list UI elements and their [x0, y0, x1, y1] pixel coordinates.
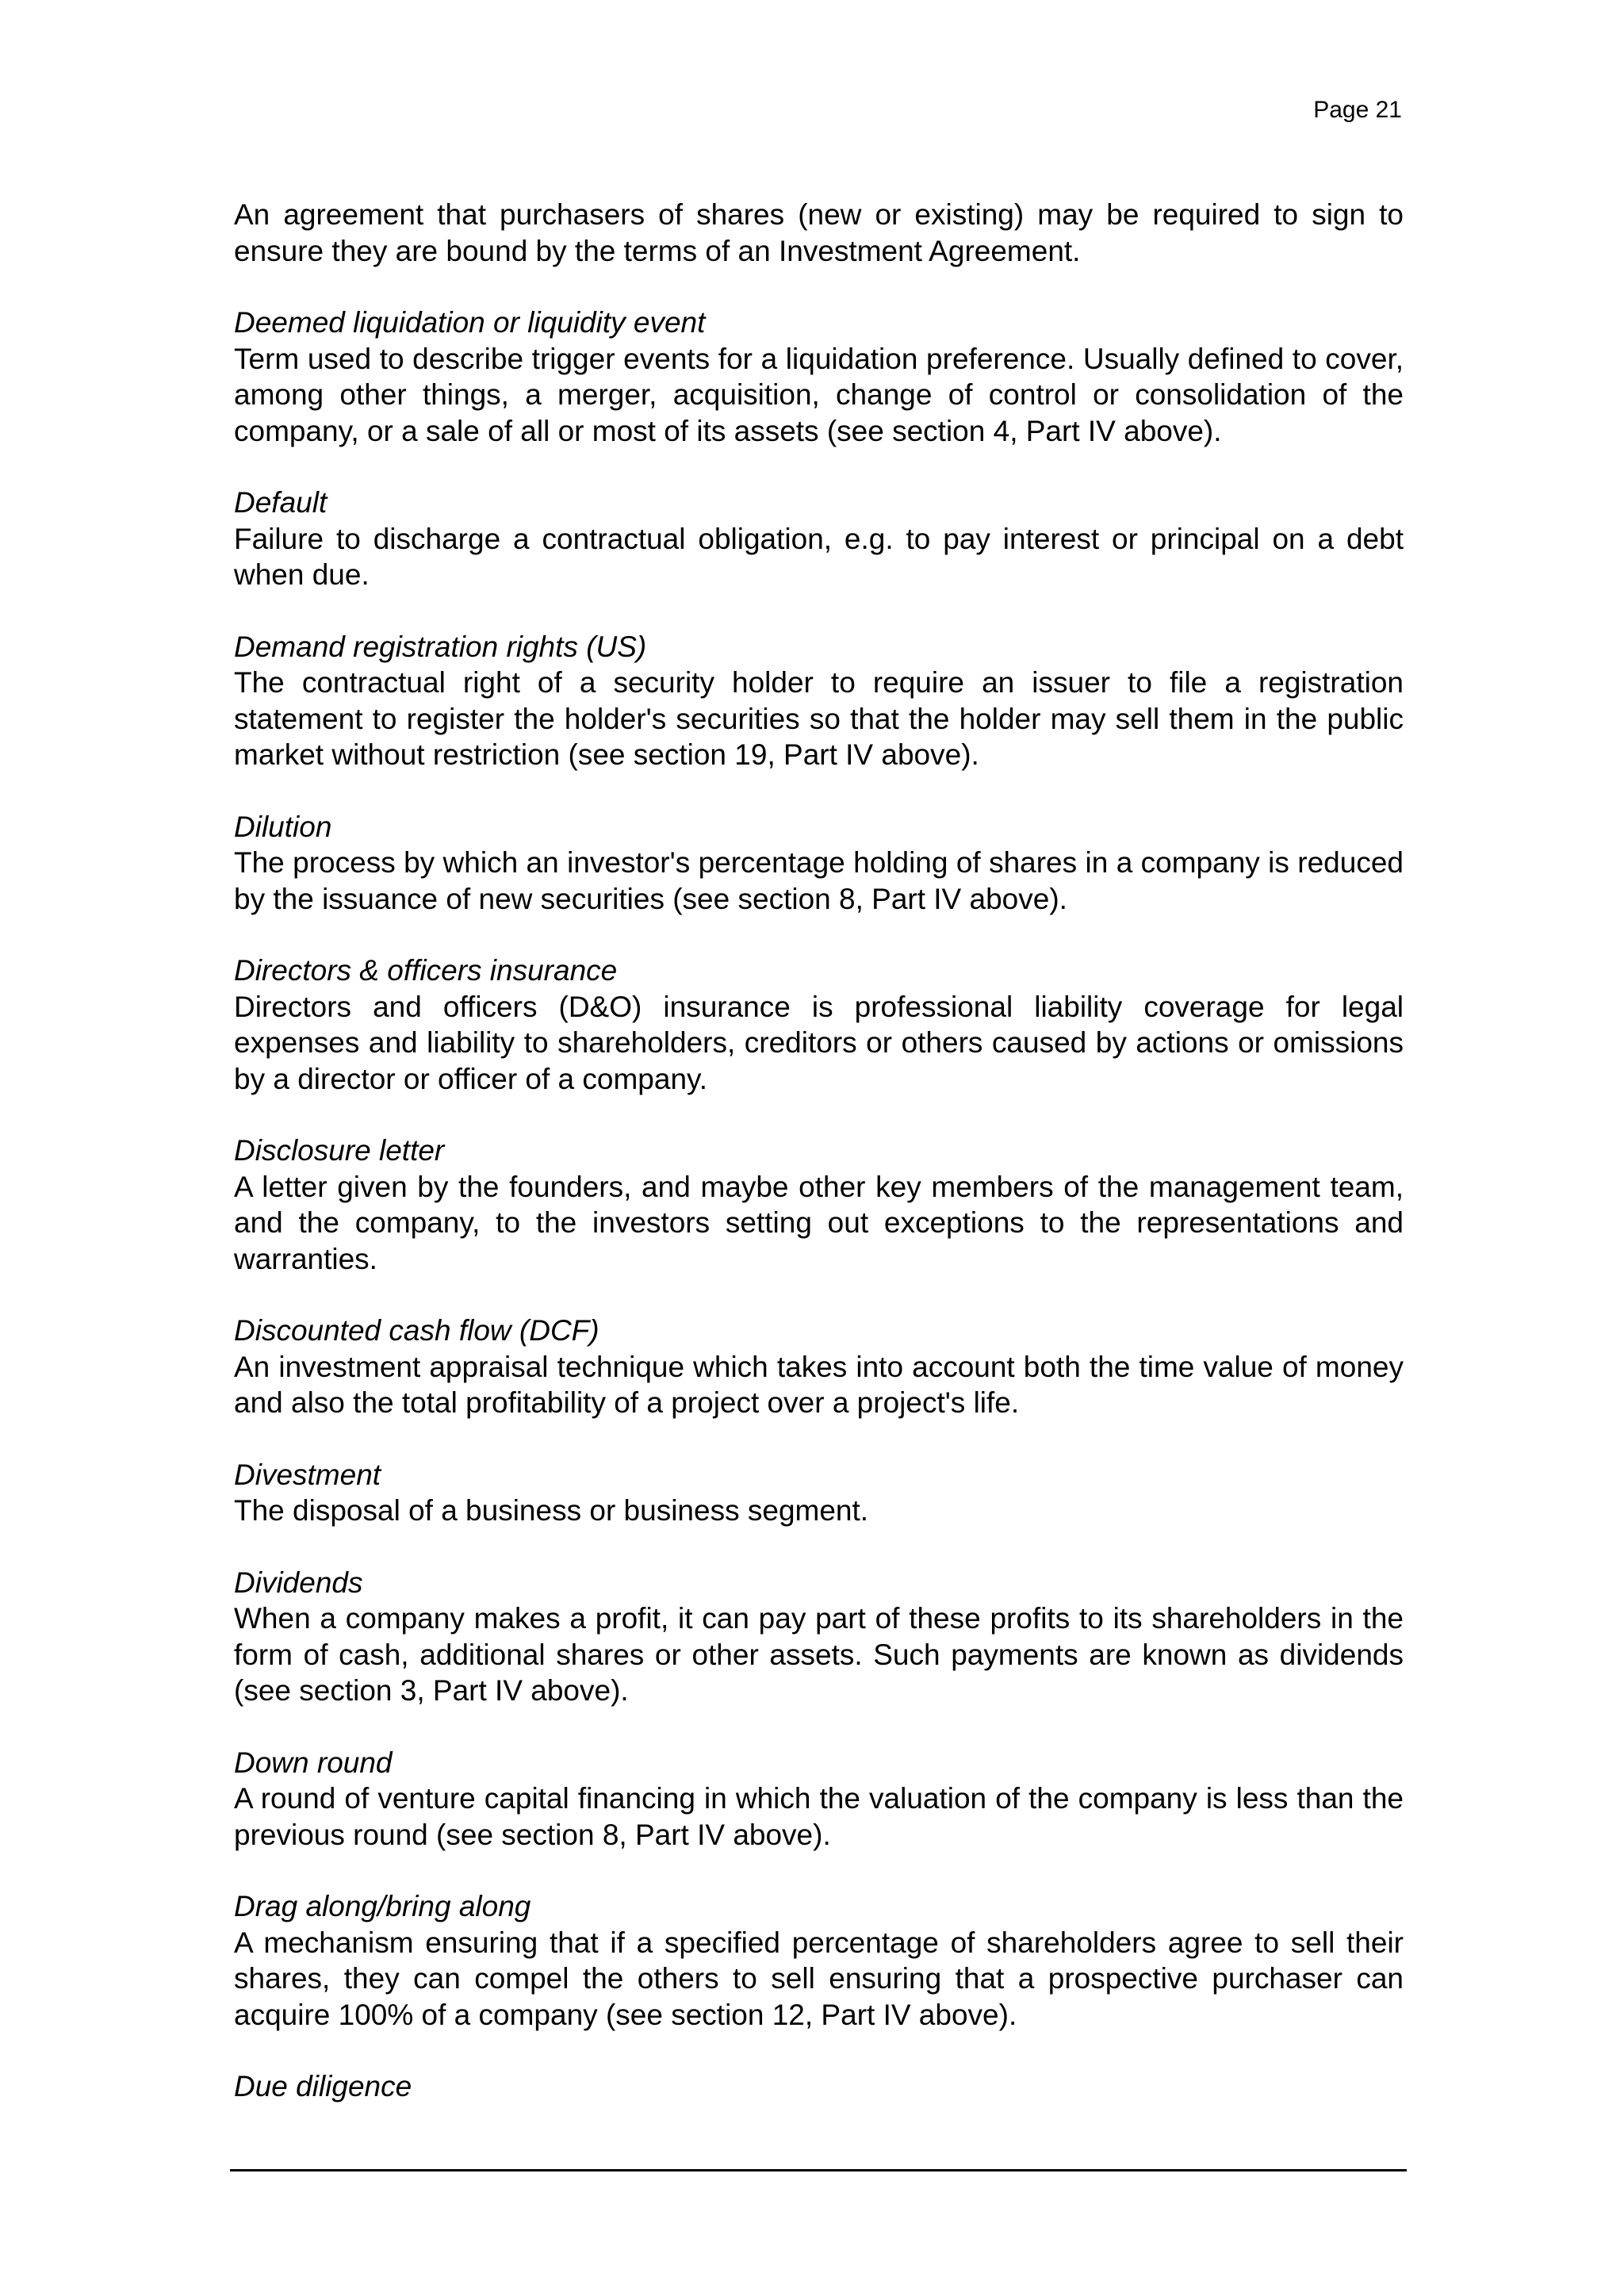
- glossary-definition: An investment appraisal technique which takes into account both the time value of money and also the total profitability of a project over a project's life.: [234, 1350, 1404, 1419]
- glossary-term: Disclosure letter: [234, 1134, 445, 1167]
- glossary-term: Drag along/bring along: [234, 1890, 531, 1922]
- glossary-entry: [234, 1313, 1404, 1421]
- glossary-content: [234, 197, 1404, 2141]
- glossary-definition: A round of venture capital financing in which the valuation of the company is less than the previous round (see section 8, Part IV above).: [234, 1782, 1404, 1851]
- page-number: Page 21: [1313, 97, 1402, 123]
- glossary-definition: The contractual right of a security holder to require an issuer to file a registration statement to register the holder's securities so that the holder may sell them in the public market without restriction (see section 19, Part IV above).: [234, 666, 1404, 771]
- glossary-term: Due diligence: [234, 2070, 412, 2102]
- glossary-definition: The disposal of a business or business segment.: [234, 1494, 869, 1527]
- glossary-term: Default: [234, 486, 327, 519]
- glossary-definition: The process by which an investor's percentage holding of shares in a company is reduced by the issuance of new securities (see section 8, Part IV above).: [234, 846, 1404, 915]
- glossary-definition: Term used to describe trigger events for a liquidation preference. Usually defined to cover, among other things, a merger, acquisition, change of control or consolidation of the company, or a sale of all or most of its assets (see section 4, Part IV above).: [234, 342, 1404, 447]
- glossary-definition: Failure to discharge a contractual obligation, e.g. to pay interest or principal on a debt when due.: [234, 522, 1404, 591]
- glossary-entry: [234, 1565, 1404, 1709]
- footer-rule: [230, 2169, 1407, 2171]
- glossary-definition: A mechanism ensuring that if a specified percentage of shareholders agree to sell their shares, they can compel the others to sell ensuring that a prospective purchaser can acquire 100% of a company (see section 12, Part IV above).: [234, 1926, 1404, 2031]
- glossary-definition: When a company makes a profit, it can pay part of these profits to its shareholders in the form of cash, additional shares or other assets. Such payments are known as dividends (see section 3, Part IV above).: [234, 1602, 1404, 1707]
- glossary-definition: A letter given by the founders, and maybe other key members of the management team, and the company, to the investors setting out exceptions to the representations and warranties.: [234, 1170, 1404, 1275]
- glossary-entry: [234, 2068, 1404, 2105]
- glossary-term: Demand registration rights (US): [234, 630, 647, 663]
- glossary-entry: [234, 485, 1404, 593]
- glossary-entry: [234, 953, 1404, 1097]
- glossary-term: Dividends: [234, 1566, 363, 1599]
- glossary-term: Directors & officers insurance: [234, 954, 618, 987]
- glossary-term: Dilution: [234, 810, 332, 843]
- glossary-term: Deemed liquidation or liquidity event: [234, 306, 706, 339]
- glossary-entry: [234, 1133, 1404, 1277]
- glossary-term: Divestment: [234, 1458, 381, 1491]
- glossary-definition: Directors and officers (D&O) insurance is professional liability coverage for legal expenses and liability to shareholders, creditors or others caused by actions or omissions by a director or officer of a company.: [234, 990, 1404, 1095]
- glossary-entry: [234, 305, 1404, 449]
- glossary-entry: [234, 1888, 1404, 2033]
- glossary-entry: [234, 629, 1404, 773]
- intro-paragraph: An agreement that purchasers of shares (new or existing) may be required to sign to ensure they are bound by the terms of an Investment Agreement.: [234, 198, 1404, 267]
- glossary-term: Discounted cash flow (DCF): [234, 1314, 599, 1347]
- glossary-term: Down round: [234, 1746, 393, 1779]
- glossary-entry: [234, 1457, 1404, 1529]
- glossary-entry: [234, 1745, 1404, 1853]
- glossary-entry: [234, 809, 1404, 918]
